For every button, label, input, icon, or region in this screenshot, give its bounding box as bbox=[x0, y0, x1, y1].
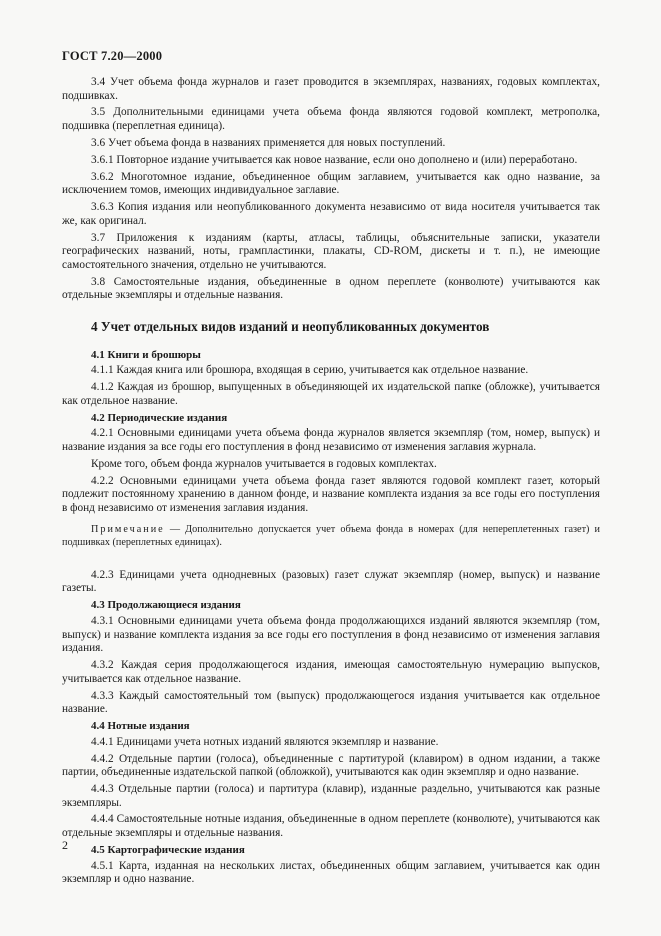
paragraph-3-6-3: 3.6.3 Копия издания или неопубликованного документа независимо от вида носителя учитывается так же, как оригинал. bbox=[62, 201, 600, 227]
subsection-4-2-title: 4.2 Периодические издания bbox=[91, 411, 228, 424]
paragraph-4-2-3: 4.2.3 Единицами учета однодневных (разовых) газет служат экземпляр (номер, выпуск) и название газеты. bbox=[62, 568, 600, 595]
paragraph-4-3-1: 4.3.1 Основными единицами учета объема фонда продолжающихся изданий являются экземпляр (том, выпуск) и название комплекта издания за все годы его поступления в фонд независимо от изменения заглавия издания. bbox=[62, 614, 600, 655]
subsection-4-4-title: 4.4 Нотные издания bbox=[91, 720, 190, 733]
paragraph-3-8: 3.8 Самостоятельные издания, объединенные в одном переплете (конволюте) учитываются как отдельные экземпляры и отдельные названия. bbox=[62, 275, 600, 302]
section-4-title: 4 Учет отдельных видов изданий и неопубликованных документов bbox=[91, 318, 490, 334]
document-body bbox=[62, 76, 600, 887]
paragraph-4-3-2: 4.3.2 Каждая серия продолжающегося издания, имеющая самостоятельную нумерацию выпусков, учитывается как отдельное название. bbox=[62, 659, 600, 685]
paragraph-4-4-1: 4.4.1 Единицами учета нотных изданий являются экземпляр и название. bbox=[91, 735, 439, 748]
paragraph-4-5-1: 4.5.1 Карта, изданная на нескольких листах, объединенных общим заглавием, учитывается как один экземпляр и одно название. bbox=[62, 859, 600, 886]
paragraph-4-1-1: 4.1.1 Каждая книга или брошюра, входящая в серию, учитывается как отдельное название. bbox=[91, 364, 529, 377]
note bbox=[62, 524, 600, 550]
subsection-4-1-title: 4.1 Книги и брошюры bbox=[91, 348, 201, 361]
standard-code-header: ГОСТ 7.20—2000 bbox=[62, 49, 163, 63]
paragraph-4-4-2: 4.4.2 Отдельные партии (голоса), объединенные с партитурой (клавиром) в одном издании, а также партии, объединенные издательской папкой (обложкой), учитываются как один экземпляр и одно название. bbox=[62, 752, 600, 779]
paragraph-3-6: 3.6 Учет объема фонда в названиях применяется для новых поступлений. bbox=[91, 136, 446, 149]
paragraph-4-2-1: 4.2.1 Основными единицами учета объема фонда журналов является экземпляр (том, номер, выпуск) и название издания за все годы его поступления в фонд независимо от изменения заглавия журнала. bbox=[62, 427, 600, 453]
page-number: 2 bbox=[62, 838, 68, 852]
note-text: — Дополнительно допускается учет объема фонда в номерах (для непереплетенных газет) и подшивках (переплетных единицах). bbox=[62, 524, 600, 549]
paragraph-3-6-2: 3.6.2 Многотомное издание, объединенное общим заглавием, учитывается как одно название, за исключением томов, имеющих индивидуальное заглавие. bbox=[62, 170, 600, 197]
paragraph-3-7: 3.7 Приложения к изданиям (карты, атласы, таблицы, объяснительные записки, указатели географических названий, ноты, грампластинки, плакаты, CD-ROM, дискеты и т. п.), не имеющие самостоятельного значения, отдельно не учитываются. bbox=[62, 231, 600, 271]
note-label: Примечание bbox=[91, 524, 165, 536]
paragraph-4-1-2: 4.1.2 Каждая из брошюр, выпущенных в объединяющей их издательской папке (обложке), учитывается как отдельное название. bbox=[62, 381, 600, 407]
paragraph-4-2-2: 4.2.2 Основными единицами учета объема фонда газет являются годовой комплект газет, который подлежит постоянному хранению в данном фонде, и название комплекта издания за все годы его поступления в фонд независимо от изменения заглавия издания. bbox=[62, 474, 600, 514]
paragraph-4-2-1-cont: Кроме того, объем фонда журналов учитывается в годовых комплектах. bbox=[91, 457, 437, 470]
paragraph-3-4: 3.4 Учет объема фонда журналов и газет проводится в экземплярах, названиях, годовых комплектах, подшивках. bbox=[62, 76, 600, 102]
paragraph-4-4-4: 4.4.4 Самостоятельные нотные издания, объединенные в одном переплете (конволюте), учитываются как отдельные экземпляры и отдельные названия. bbox=[62, 813, 600, 840]
paragraph-4-3-3: 4.3.3 Каждый самостоятельный том (выпуск) продолжающегося издания учитывается как отдельное название. bbox=[62, 689, 600, 716]
paragraph-3-5: 3.5 Дополнительными единицами учета объема фонда являются годовой комплект, метрополка, подшивка (переплетная единица). bbox=[62, 106, 600, 133]
paragraph-3-6-1: 3.6.1 Повторное издание учитывается как новое название, если оно дополнено и (или) переработано. bbox=[91, 153, 578, 166]
subsection-4-5-title: 4.5 Картографические издания bbox=[91, 843, 245, 856]
subsection-4-3-title: 4.3 Продолжающиеся издания bbox=[91, 599, 241, 612]
paragraph-4-4-3: 4.4.3 Отдельные партии (голоса) и партитура (клавир), изданные раздельно, учитываются как разные экземпляры. bbox=[62, 782, 600, 809]
